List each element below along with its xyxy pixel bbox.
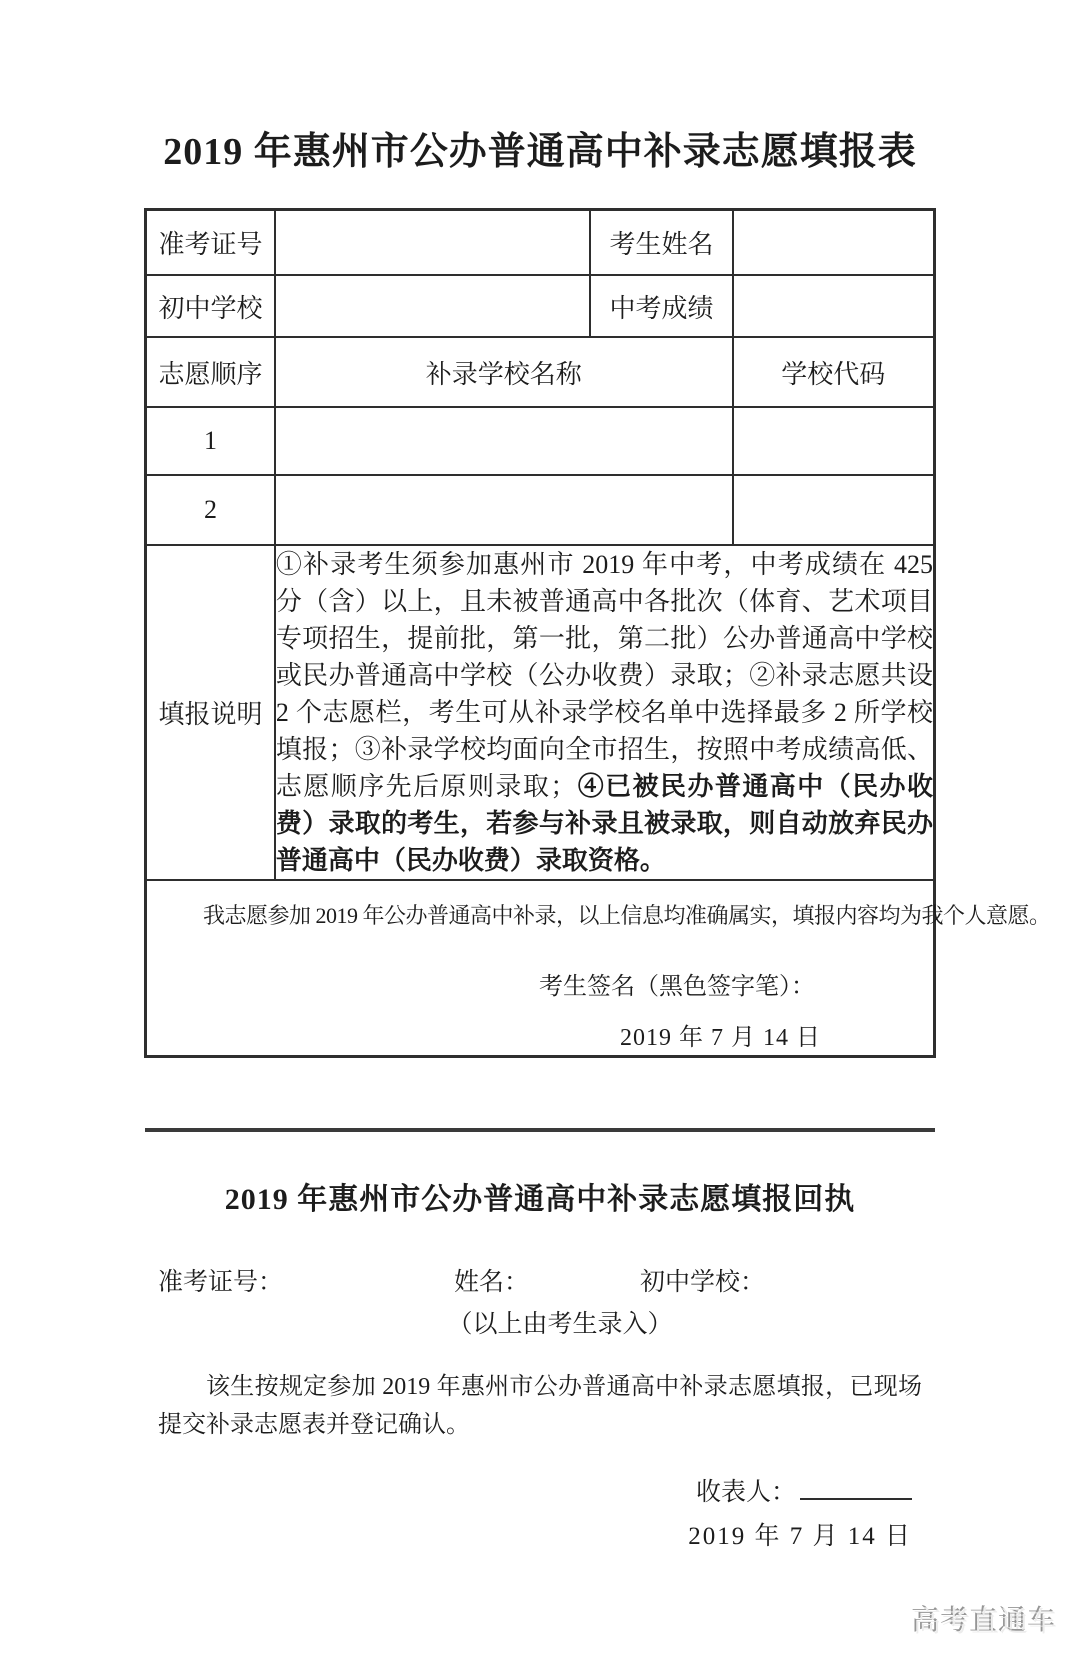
choice-1-code-cell xyxy=(733,407,935,475)
middle-school-label: 初中学校 xyxy=(146,275,275,337)
choice-order-header: 志愿顺序 xyxy=(146,337,275,407)
exam-no-label: 准考证号 xyxy=(146,209,275,275)
table-row xyxy=(146,275,935,337)
exam-score-value-cell xyxy=(733,275,935,337)
instructions-text xyxy=(275,545,935,880)
receipt-school-label: 初中学校： xyxy=(640,1268,766,1296)
school-name-header: 补录学校名称 xyxy=(275,337,733,407)
form-title: 2019 年惠州市公办普通高中补录志愿填报表 xyxy=(163,131,917,173)
exam-score-label: 中考成绩 xyxy=(590,275,732,337)
receipt-exam-no-label: 准考证号： xyxy=(158,1268,284,1296)
instructions-row xyxy=(146,545,935,880)
choice-2-order: 2 xyxy=(146,475,275,545)
receiver-signature-blank xyxy=(800,1473,912,1499)
instructions-normal-text: ①补录考生须参加惠州市 2019 年中考，中考成绩在 425 分（含）以上，且未被普通高中各批次（体育、艺术项目专项招生，提前批，第一批，第二批）公办普通高中学校或民办普通高中学校（公办收费）录取；②补录志愿共设 2 个志愿栏，考生可从补录学校名单中选择最多 2 所学校填报；③补录学校均面向全市招生，按照中考成绩高低、志愿顺序先后原则录取； xyxy=(275,550,933,802)
signature-label: 考生签名（黑色签字笔）： xyxy=(539,974,815,1001)
choice-row-1 xyxy=(146,407,935,475)
instructions-label: 填报说明 xyxy=(146,545,275,880)
declaration-text: 我志愿参加 2019 年公办普通高中补录，以上信息均准确属实，填报内容均为我个人意愿。 xyxy=(203,903,1051,929)
student-name-value-cell xyxy=(733,209,935,275)
receipt-fields xyxy=(144,1262,936,1298)
section-divider xyxy=(145,1128,935,1132)
table-header-row xyxy=(146,337,935,407)
choice-2-school-cell xyxy=(275,475,733,545)
student-name-label: 考生姓名 xyxy=(590,209,732,275)
form-date: 2019 年 7 月 14 日 xyxy=(620,1025,821,1052)
choice-row-2 xyxy=(146,475,935,545)
school-code-header: 学校代码 xyxy=(733,337,935,407)
receipt-title: 2019 年惠州市公办普通高中补录志愿填报回执 xyxy=(224,1182,856,1216)
exam-no-value-cell xyxy=(275,209,591,275)
declaration-cell xyxy=(146,880,1051,1056)
receipt-body: 该生按规定参加 2019 年惠州市公办普通高中补录志愿填报，已现场提交补录志愿表并登记确认。 xyxy=(158,1373,922,1438)
receiver-label: 收表人： xyxy=(695,1478,796,1506)
application-form-table xyxy=(144,208,1051,1058)
table-row xyxy=(146,209,935,275)
choice-1-order: 1 xyxy=(146,407,275,475)
receiver-line xyxy=(144,1472,936,1508)
document-page xyxy=(144,130,1051,1552)
watermark: 高考直通车 xyxy=(912,1607,1058,1638)
receipt-note: （以上由考生录入） xyxy=(447,1310,673,1338)
middle-school-value-cell xyxy=(275,275,591,337)
choice-2-code-cell xyxy=(733,475,935,545)
instructions-bold-text: ④已被民办普通高中（民办收费）录取的考生，若参与补录且被录取，则自动放弃民办普通高中（民办收费）录取资格。 xyxy=(275,772,933,876)
declaration-row xyxy=(146,880,935,1056)
receipt-date: 2019 年 7 月 14 日 xyxy=(688,1522,912,1550)
receipt-name-label: 姓名： xyxy=(454,1268,530,1296)
choice-1-school-cell xyxy=(275,407,733,475)
